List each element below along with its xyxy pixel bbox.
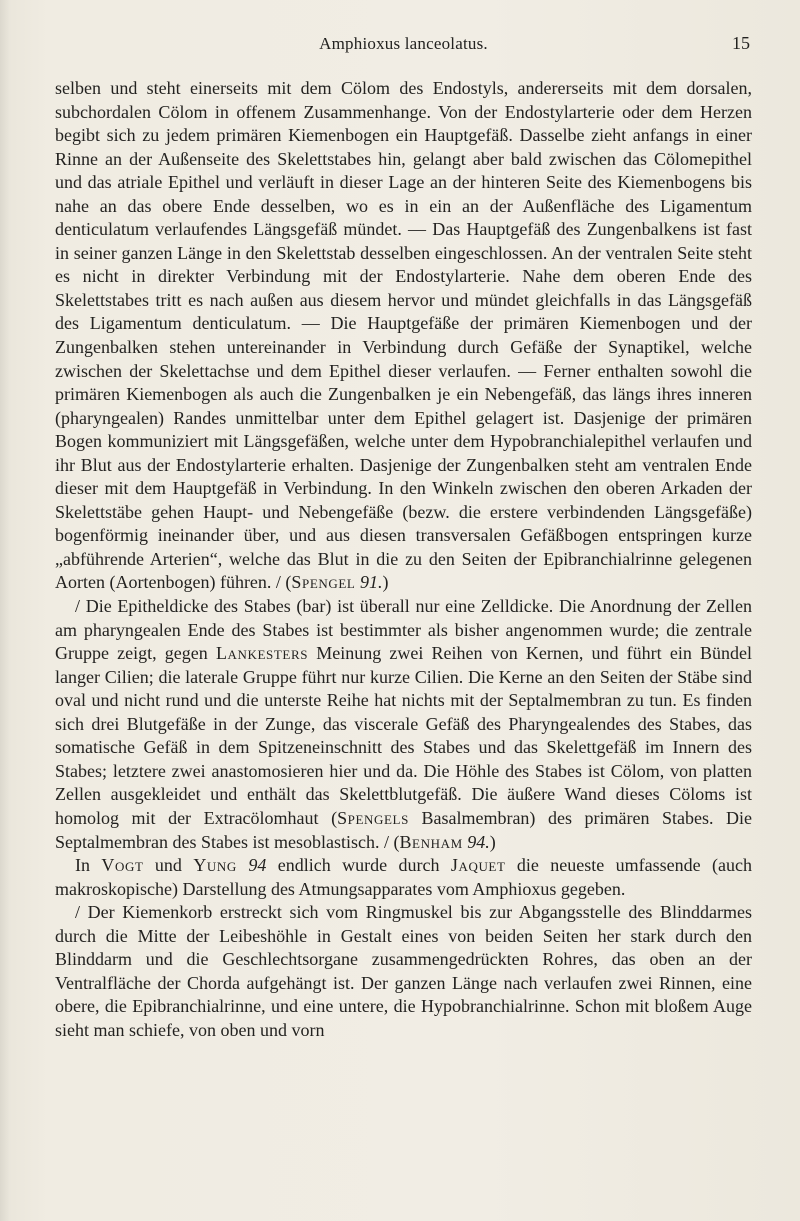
page-edge-shadow (0, 0, 10, 1221)
running-title: Amphioxus lanceolatus. (319, 34, 488, 53)
author-name: Spengels (337, 807, 409, 828)
paragraph (55, 77, 752, 595)
text-run: / Die Epitheldicke des Stabes (bar) ist überall nur eine Zelldicke. Die Anordnung der Zellen am pharyngealen Ende des Stabes ist bestimmter als bisher angenommen wurde; die zentrale Gruppe zeigt, gegen (55, 596, 752, 664)
author-name: Benham (399, 831, 463, 852)
text-run: selben und steht einerseits mit dem Cölom des Endostyls, andererseits mit dem dorsalen, subchordalen Cölom in offenem Zusammenhange. Von der Endostylarterie oder dem Herzen begibt sich zu jedem primären Kiemenbogen ein Hauptgefäß. Dasselbe zieht anfangs in einer Rinne an der Außenseite des Skelettstabes hin, gelangt aber bald zwischen das Cölomepithel und das atriale Epithel und verläuft in dieser Lage an der hinteren Seite des Kiemenbogens bis nahe an das obere Ende desselben, wo es in ein an der Außenfläche des Ligamentum denticulatum verlaufendes Längsgefäß mündet. — Das Hauptgefäß des Zungenbalkens ist fast in seiner ganzen Länge in den Skelettstab desselben eingeschlossen. An der ventralen Seite steht es nicht in direkter Verbindung mit der Endostylarterie. Nahe dem oberen Ende des Skelettstabes tritt es nach außen aus diesem hervor und mündet gleichfalls in das Längsgefäß des Ligamentum denticulatum. — Die Hauptgefäße der primären Kiemenbogen und der Zungenbalken stehen untereinander in Verbindung durch Gefäße der Synaptikel, welche zwischen der Skelettachse und dem Epithel dieser verlaufen. — Ferner enthalten sowohl die primären Kiemenbogen als auch die Zungenbalken je ein Nebengefäß, das längs ihres inneren (pharyngealen) Randes unmittelbar unter dem Epithel gelagert ist. Dasjenige der primären Bogen kommuniziert mit Längsgefäßen, welche unter dem Hypobranchialepithel verlaufen und ihr Blut aus der Endostylarterie erhalten. Dasjenige der Zungenbalken steht am ventralen Ende dieser mit dem Hauptgefäß in Verbindung. In den Winkeln zwischen den oberen Arkaden der Skelettstäbe gehen Haupt- und Nebengefäße (bezw. die erstere verbindenden Längsgefäße) bogenförmig ineinander über, und aus diesen transversalen Gefäßbogen entspringen kurze „abführende Arterien“, welche das Blut in die zu den Seiten der Epibranchialrinne gelegenen Aorten (Aortenbogen) führen. / ( (55, 78, 752, 593)
text-run: endlich wurde durch (266, 855, 451, 876)
text-run: Basalmembran) des primären Stabes. Die Septalmembran des Stabes ist mesoblastisch. / ( (55, 807, 752, 852)
text-run: ) (382, 572, 389, 593)
paragraph (55, 901, 752, 1042)
text-run: / Der Kiemenkorb erstreckt sich vom Ringmuskel bis zur Abgangsstelle des Blinddarmes durch die Mitte der Leibeshöhle in Gestalt eines von beiden Seiten her stark durch den Blinddarm und die Geschlechtsorgane zusammengedrückten Rohres, das oben an der Ventralfläche der Chorda aufgehängt ist. Der ganzen Länge nach verlaufen zwei Rinnen, eine obere, die Epibranchialrinne, und eine untere, die Hypobranchialrinne. Schon mit bloßem Auge sieht man schiefe, von oben und vorn (55, 902, 752, 1040)
author-name: Yung (193, 855, 237, 876)
paragraph (55, 595, 752, 854)
author-name: Vogt (101, 855, 144, 876)
text-run: ) (489, 831, 496, 852)
page-header (55, 0, 752, 64)
citation-number: 94. (467, 831, 490, 852)
text-run (237, 855, 248, 875)
author-name: Spengel (291, 572, 356, 593)
author-name: Jaquet (450, 855, 506, 876)
text-run: In (75, 855, 102, 876)
paragraph (55, 854, 752, 901)
text-run: Meinung zwei Reihen von Kernen, und führt ein Bündel langer Cilien; die laterale Gruppe führt nur kurze Cilien. Die Kerne an den Seiten der Stäbe sind oval und nicht rund und die unterste Reihe hat nichts mit der Septalmembran zu tun. Es finden sich drei Blutgefäße in der Zunge, das viscerale Gefäß des Pharyngealendes des Stabes, das somatische Gefäß in dem Spitzeneinschnitt des Stabes und das Skelettgefäß im Innern des Stabes; letztere zwei anastomosieren hier und da. Die Höhle des Stabes ist Cölom, von platten Zellen ausgekleidet und enthält das Skelettblutgefäß. Die äußere Wand dieses Cöloms ist homolog mit der Extracölomhaut ( (55, 643, 752, 828)
author-name: Lankesters (215, 643, 309, 664)
body-text (55, 77, 752, 1042)
text-run: die neueste umfassende (auch makroskopische) Darstellung des Atmungsapparates vom Amphioxus gegeben. (55, 855, 753, 899)
text-run: und (143, 855, 194, 876)
citation-number: 94 (248, 855, 267, 876)
page-number: 15 (732, 33, 750, 53)
citation-number: 91. (359, 572, 383, 593)
